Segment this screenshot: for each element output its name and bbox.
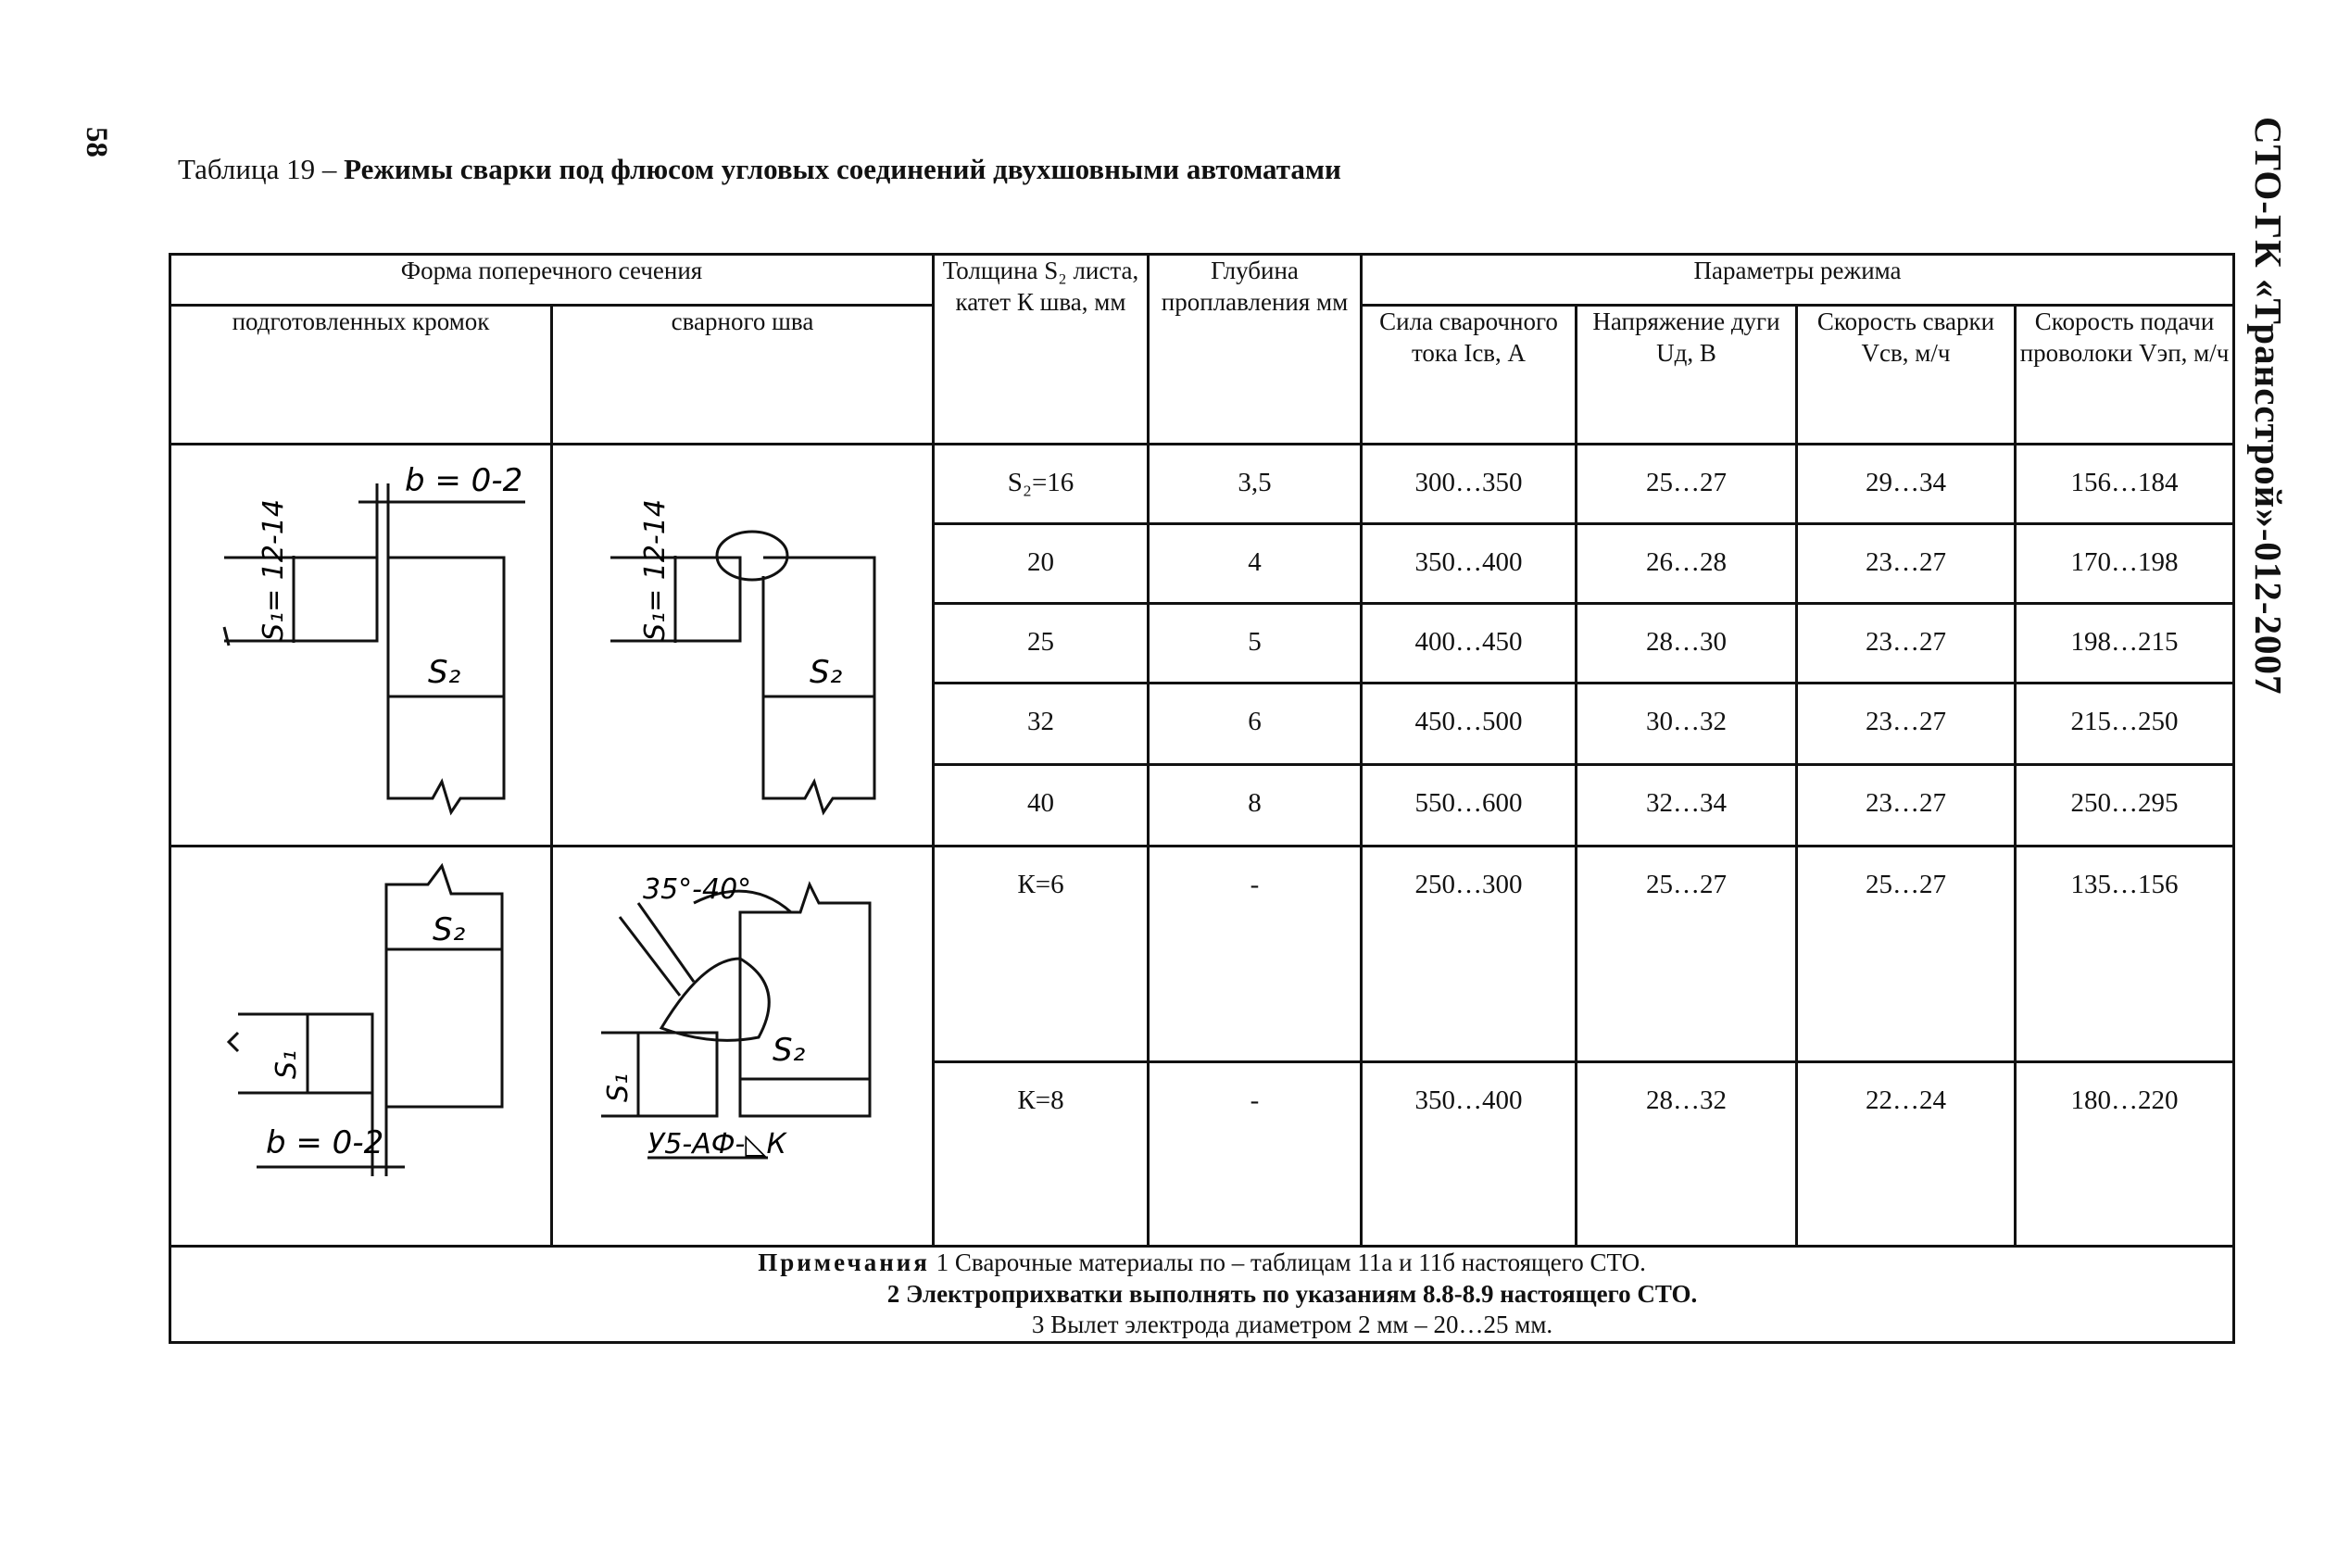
s1-label-2: S₁ [601, 1073, 635, 1102]
caption-prefix: Таблица 19 – [178, 153, 345, 185]
cell-feed: 250…295 [2016, 765, 2234, 847]
note-2: 2 Электроприхватки выполнять по указаниям 8.8-8.9 настоящего СТО. [886, 1279, 1698, 1308]
notes-cell [170, 1246, 2234, 1342]
cell-depth: - [1149, 847, 1362, 1062]
notes-label: Примечания [758, 1248, 930, 1276]
header-params: Параметры режима [1362, 255, 2234, 306]
header-thickness: Толщина S₂ листа, катет К шва, мм [934, 255, 1149, 445]
figure-butt-edges [170, 445, 552, 847]
cell-feed: 135…156 [2016, 847, 2234, 1062]
caption-title: Режимы сварки под флюсом угловых соединений двухшовными автоматами [344, 153, 1341, 185]
cell-depth: 4 [1149, 524, 1362, 604]
running-head: СТО-ГК «Трансстрой»-012-2007 [2247, 117, 2290, 696]
cell-voltage: 30…32 [1577, 684, 1797, 765]
cell-thickness: S₂=16 [934, 445, 1149, 524]
cell-voltage: 25…27 [1577, 445, 1797, 524]
header-weld-seam: сварного шва [552, 306, 934, 445]
tee-edges-drawing [173, 847, 549, 1236]
butt-edges-drawing [173, 446, 549, 835]
cell-voltage: 32…34 [1577, 765, 1797, 847]
tee-weld-drawing [555, 847, 931, 1236]
page-number: 58 [80, 127, 113, 157]
header-wire-feed: Скорость подачи проволоки Vэп, м/ч [2016, 306, 2234, 445]
weld-mark-label: У5-АФ-◺К [647, 1128, 786, 1160]
figure-tee-edges [170, 847, 552, 1247]
cell-feed: 170…198 [2016, 524, 2234, 604]
header-cross-section: Форма поперечного сечения [170, 255, 934, 306]
cell-voltage: 25…27 [1577, 847, 1797, 1062]
note-3: 3 Вылет электрода диаметром 2 мм – 20…25 мм. [1031, 1311, 1553, 1339]
cell-current: 550…600 [1362, 765, 1577, 847]
cell-speed: 23…27 [1797, 765, 2016, 847]
cell-current: 300…350 [1362, 445, 1577, 524]
gap-label-2: b = 0-2 [265, 1124, 383, 1161]
butt-weld-drawing [555, 446, 931, 835]
cell-depth: 8 [1149, 765, 1362, 847]
cell-speed: 22…24 [1797, 1062, 2016, 1246]
cell-speed: 23…27 [1797, 604, 2016, 684]
cell-current: 400…450 [1362, 604, 1577, 684]
cell-depth: 5 [1149, 604, 1362, 684]
cell-thickness: К=8 [934, 1062, 1149, 1246]
welding-modes-table [169, 253, 2235, 1344]
cell-speed: 25…27 [1797, 847, 2016, 1062]
s2-label-2: S₂ [809, 654, 842, 692]
gap-label: b = 0-2 [404, 462, 522, 500]
cell-thickness: 20 [934, 524, 1149, 604]
figure-tee-weld [552, 847, 934, 1247]
cell-current: 350…400 [1362, 1062, 1577, 1246]
cell-feed: 198…215 [2016, 604, 2234, 684]
cell-current: 350…400 [1362, 524, 1577, 604]
header-speed: Скорость сварки Vсв, м/ч [1797, 306, 2016, 445]
s1-range-label-2: S₁= 12-14 [638, 499, 672, 642]
angle-label: 35°-40° [642, 873, 751, 906]
cell-feed: 180…220 [2016, 1062, 2234, 1246]
cell-thickness: 25 [934, 604, 1149, 684]
s2-label-4: S₂ [772, 1032, 805, 1069]
note-1: 1 Сварочные материалы по – таблицам 11а и 11б настоящего СТО. [936, 1248, 1646, 1276]
s1-label: S₁ [270, 1049, 303, 1079]
cell-voltage: 28…32 [1577, 1062, 1797, 1246]
cell-thickness: 40 [934, 765, 1149, 847]
cell-thickness: 32 [934, 684, 1149, 765]
header-current: Сила сварочного тока Iсв, А [1362, 306, 1577, 445]
cell-speed: 23…27 [1797, 684, 2016, 765]
cell-speed: 29…34 [1797, 445, 2016, 524]
s1-range-label: S₁= 12-14 [257, 499, 290, 642]
table-caption [178, 153, 1341, 186]
figure-butt-weld [552, 445, 934, 847]
header-depth: Глубина проплавления мм [1149, 255, 1362, 445]
notes-row [170, 1246, 2234, 1342]
s2-label-3: S₂ [432, 911, 465, 948]
cell-depth: - [1149, 1062, 1362, 1246]
cell-depth: 6 [1149, 684, 1362, 765]
cell-current: 450…500 [1362, 684, 1577, 765]
table-row [170, 445, 2234, 524]
header-prepared-edges: подготовленных кромок [170, 306, 552, 445]
cell-feed: 156…184 [2016, 445, 2234, 524]
table-row [170, 847, 2234, 1062]
cell-current: 250…300 [1362, 847, 1577, 1062]
cell-thickness: К=6 [934, 847, 1149, 1062]
cell-feed: 215…250 [2016, 684, 2234, 765]
cell-voltage: 28…30 [1577, 604, 1797, 684]
cell-speed: 23…27 [1797, 524, 2016, 604]
s2-label: S₂ [427, 654, 460, 692]
cell-voltage: 26…28 [1577, 524, 1797, 604]
header-voltage: Напряжение дуги Uд, В [1577, 306, 1797, 445]
cell-depth: 3,5 [1149, 445, 1362, 524]
